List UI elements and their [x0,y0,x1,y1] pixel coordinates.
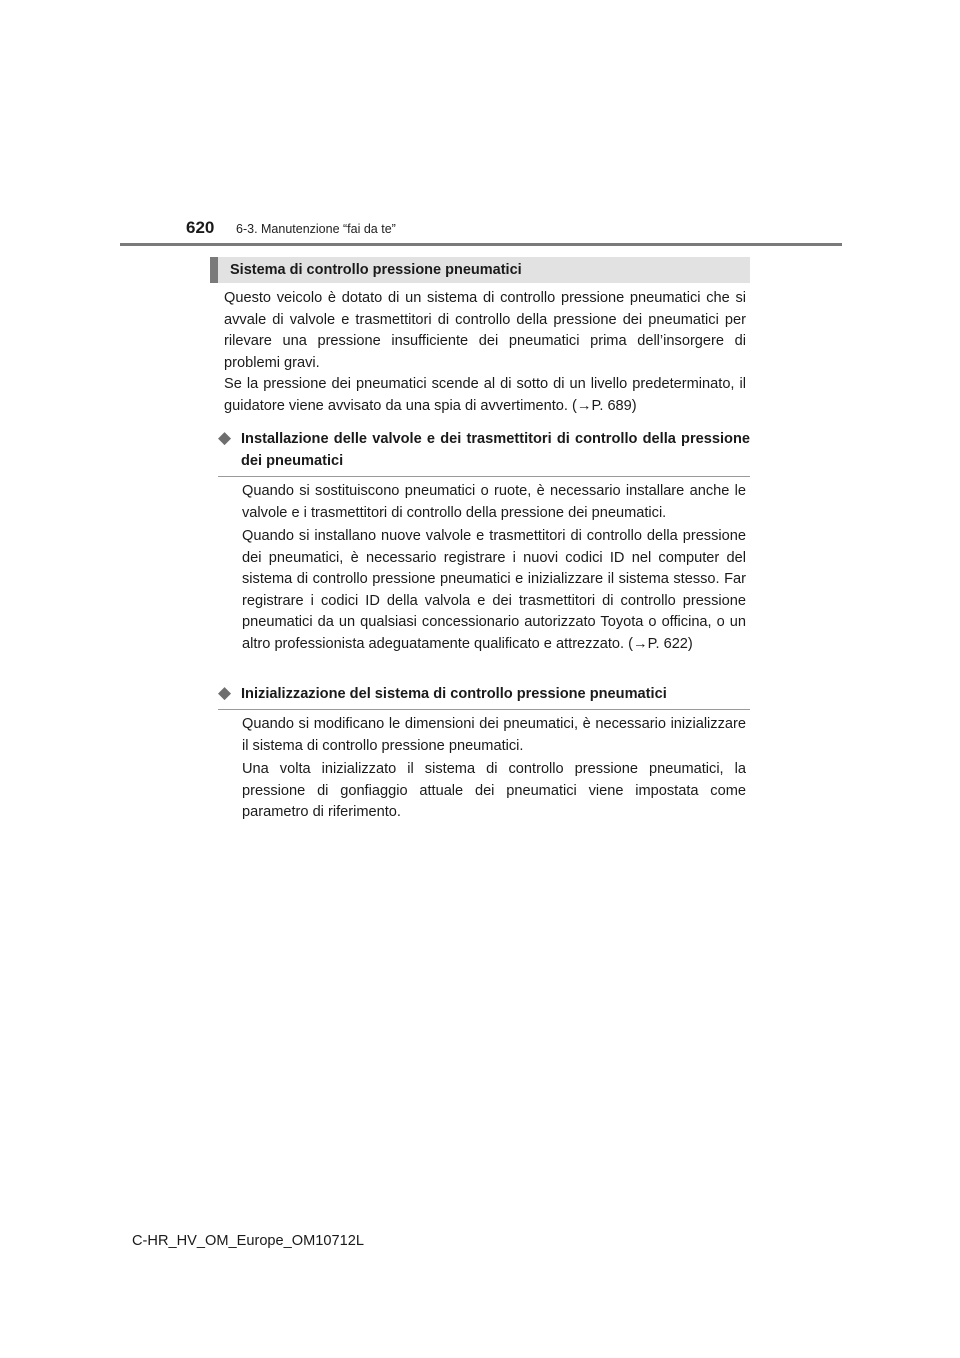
subsection-paragraph: Quando si modificano le dimensioni dei pneumatici, è necessario inizializzare il sistema di controllo pressione pneumatici. [242,716,746,754]
intro-paragraph: Se la pressione dei pneumatici scende al di sotto di un livello predeterminato, il guidatore viene avvisato da una spia di avvertimento. (→P. 689) [224,376,746,414]
diamond-bullet-icon: ◆ [218,683,232,702]
footer-doc-code: C-HR_HV_OM_Europe_OM10712L [132,1233,364,1249]
subsection-paragraph: Una volta inizializzato il sistema di controllo pressione pneumatici, la pressione di gonfiaggio attuale dei pneumatici viene impostata come parametro di riferimento. [242,761,746,820]
section-title: Sistema di controllo pressione pneumatici [230,262,522,278]
page-number: 620 [186,218,215,237]
section-header-bar [210,257,750,283]
chapter-title: 6-3. Manutenzione “fai da te” [236,222,396,236]
subsection-title: Inizializzazione del sistema di controllo pressione pneumatici [241,686,667,702]
diamond-bullet-icon: ◆ [218,428,232,447]
subsection-title: Installazione delle valvole e dei trasmettitori di controllo della pressione dei pneumatici [241,431,750,469]
subsection-paragraph: Quando si installano nuove valvole e trasmettitori di controllo della pressione dei pneumatici, è necessario registrare i nuovi codici ID nel computer del sistema di controllo pressione pneumatici e inizializzare il sistema stesso. Far registrare i codici ID della valvola e dei trasmettitori di controllo pressione pneumatici da un qualsiasi concessionario autorizzato Toyota o officina, o un altro professionista adeguatamente qualificato e attrezzato. (→P. 622) [242,528,746,652]
intro-paragraph: Questo veicolo è dotato di un sistema di controllo pressione pneumatici che si avvale di valvole e trasmettitori di controllo della pressione dei pneumatici per rilevare una pressione insufficiente dei pneumatici prima dell’insorgere di problemi gravi. [224,290,746,371]
subsection-paragraph: Quando si sostituiscono pneumatici o ruote, è necessario installare anche le valvole e i trasmettitori di controllo della pressione dei pneumatici. [242,483,746,521]
subsection-heading [218,428,750,477]
subsection-heading [218,683,750,710]
header-rule [120,243,842,246]
